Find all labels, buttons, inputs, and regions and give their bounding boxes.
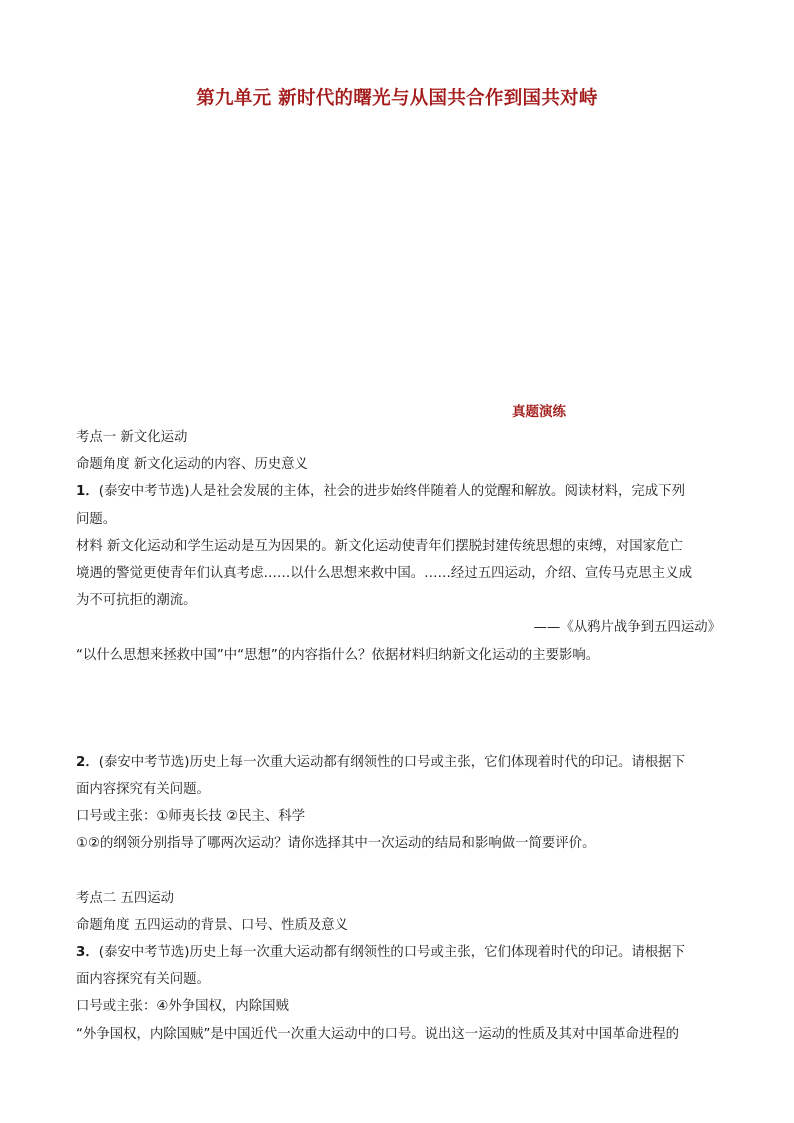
spacer <box>76 858 721 885</box>
q1-line2: 问题。 <box>76 511 117 527</box>
q1-question: “以什么思想来拯救中国”中“思想”的内容指什么？依据材料归纳新文化运动的主要影响。 <box>76 647 600 663</box>
q3-line2: 面内容探究有关问题。 <box>76 972 210 988</box>
q1-material-line2: 境遇的警觉更使青年们认真考虑……以什么思想来救中国。……经过五四运动，介绍、宣传马克思主义成 <box>76 566 692 582</box>
topic1-angle: 命题角度 新文化运动的内容、历史意义 <box>76 457 308 473</box>
q3-question: “外争国权，内除国贼”是中国近代一次重大运动中的口号。说出这一运动的性质及其对中国革命进程的 <box>76 1026 680 1042</box>
q1-line1 <box>76 478 721 505</box>
q3-line1 <box>76 939 721 966</box>
q3-slogans: 口号或主张：④外争国权，内除国贼 <box>76 999 289 1015</box>
q2-line1 <box>76 749 721 776</box>
q3-text: (泰安中考节选)历史上每一次重大运动都有纲领性的口号或主张，它们体现着时代的印记。请根据下 <box>98 945 685 961</box>
q2-slogans: 口号或主张：①师夷长技 ②民主、科学 <box>76 809 306 825</box>
document-body <box>76 424 721 1048</box>
topic2-angle: 命题角度 五四运动的背景、口号、性质及意义 <box>76 917 349 933</box>
topic1-heading: 考点一 新文化运动 <box>76 430 188 445</box>
document-title: 第九单元 新时代的曙光与从国共合作到国共对峙 <box>196 88 598 109</box>
q1-text: (泰安中考节选)人是社会发展的主体，社会的进步始终伴随着人的觉醒和解放。阅读材料，完成下列 <box>98 484 685 500</box>
q1-source: ——《从鸦片战争到五四运动》 <box>533 620 721 636</box>
q1-material-line3: 为不可抗拒的潮流。 <box>76 593 197 609</box>
q2-question: ①②的纲领分别指导了哪两次运动？请你选择其中一次运动的结局和影响做一简要评价。 <box>76 836 596 852</box>
q3-number: 3． <box>76 945 99 961</box>
q1-number: 1． <box>76 484 99 500</box>
q2-line2: 面内容探究有关问题。 <box>76 782 210 798</box>
q2-number: 2． <box>76 754 99 770</box>
section-label: 真题演练 <box>512 404 566 420</box>
q2-text: (泰安中考节选)历史上每一次重大运动都有纲领性的口号或主张，它们体现着时代的印记。请根据下 <box>98 754 685 770</box>
q1-material-line1: 材料 新文化运动和学生运动是互为因果的。新文化运动使青年们摆脱封建传统思想的束缚，对国家危亡 <box>76 538 683 554</box>
answer-space <box>76 669 721 749</box>
topic2-heading: 考点二 五四运动 <box>76 890 174 906</box>
